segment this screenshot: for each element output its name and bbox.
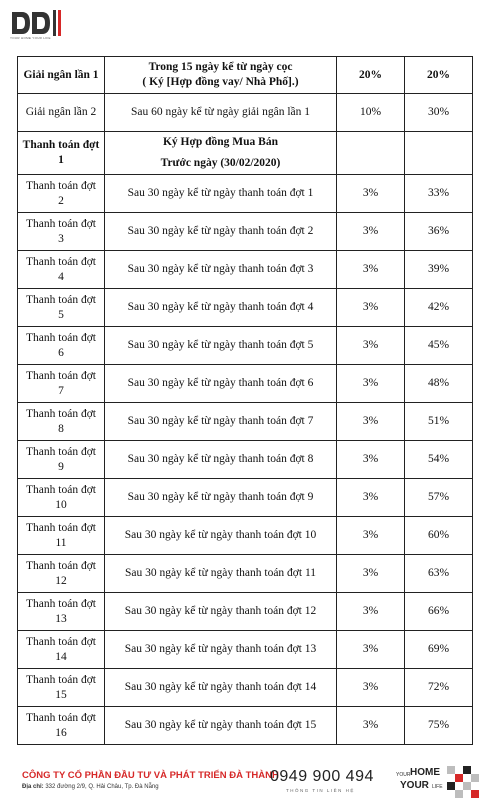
table-row [18, 593, 473, 631]
cumulative-percent-cell: 51% [405, 403, 473, 441]
table-row [18, 94, 473, 132]
table-row [18, 555, 473, 593]
table-row [18, 403, 473, 441]
description-cell [105, 707, 337, 745]
stage-cell: Giải ngân lần 1 [18, 57, 105, 94]
description-line-1: Sau 30 ngày kể từ ngày thanh toán đợt 9 [127, 491, 314, 503]
stage-cell: Giải ngân lần 2 [18, 94, 105, 132]
description-line-1: Sau 30 ngày kể từ ngày thanh toán đợt 4 [127, 301, 314, 313]
percent-cell: 3% [337, 403, 405, 441]
stage-cell: Thanh toán đợt 15 [18, 669, 105, 707]
cumulative-percent-cell: 33% [405, 175, 473, 213]
stage-cell: Thanh toán đợt 16 [18, 707, 105, 745]
cumulative-percent-cell: 63% [405, 555, 473, 593]
description-line-1: Sau 30 ngày kể từ ngày thanh toán đợt 15 [124, 719, 317, 731]
cumulative-percent-cell: 75% [405, 707, 473, 745]
description-cell [105, 479, 337, 517]
brand-your-1: YOUR [396, 772, 411, 778]
percent-cell [337, 132, 405, 175]
percent-cell: 3% [337, 365, 405, 403]
brand-life: LIFE [432, 784, 443, 790]
payment-schedule-table [17, 56, 473, 745]
description-line-1: Ký Hợp đồng Mua Bán [162, 136, 278, 148]
brand-your-2: YOUR [400, 780, 429, 791]
stage-cell: Thanh toán đợt 6 [18, 327, 105, 365]
percent-cell: 3% [337, 441, 405, 479]
percent-cell: 3% [337, 289, 405, 327]
dd-logo-icon [10, 8, 66, 38]
percent-cell: 3% [337, 707, 405, 745]
description-line-1: Sau 60 ngày kể từ ngày giải ngân lần 1 [130, 106, 310, 118]
cumulative-percent-cell: 45% [405, 327, 473, 365]
footer-phone: 0949 900 494 [270, 768, 374, 785]
stage-cell: Thanh toán đợt 9 [18, 441, 105, 479]
description-line-1: Sau 30 ngày kể từ ngày thanh toán đợt 8 [127, 453, 314, 465]
footer-company-name: CÔNG TY CỔ PHẦN ĐẦU TƯ VÀ PHÁT TRIỂN ĐÀ THÀNH [22, 770, 279, 781]
table-row [18, 213, 473, 251]
table-row [18, 289, 473, 327]
description-line-1: Sau 30 ngày kể từ ngày thanh toán đợt 5 [127, 339, 314, 351]
description-line-1: Sau 30 ngày kể từ ngày thanh toán đợt 12 [124, 605, 317, 617]
percent-cell: 3% [337, 251, 405, 289]
description-line-1: Sau 30 ngày kể từ ngày thanh toán đợt 10 [124, 529, 317, 541]
table-row [18, 631, 473, 669]
description-cell [105, 327, 337, 365]
stage-cell: Thanh toán đợt 13 [18, 593, 105, 631]
stage-cell: Thanh toán đợt 8 [18, 403, 105, 441]
table-row [18, 251, 473, 289]
cumulative-percent-cell: 39% [405, 251, 473, 289]
stage-cell: Thanh toán đợt 11 [18, 517, 105, 555]
footer-brand-slogan [396, 767, 442, 797]
table-row [18, 57, 473, 94]
description-cell [105, 517, 337, 555]
description-cell [105, 631, 337, 669]
percent-cell: 10% [337, 94, 405, 132]
description-line-2: ( Ký [Hợp đồng vay/ Nhà Phố].) [142, 76, 299, 88]
description-line-1: Sau 30 ngày kể từ ngày thanh toán đợt 14 [124, 681, 317, 693]
description-line-1: Sau 30 ngày kể từ ngày thanh toán đợt 3 [127, 263, 314, 275]
description-cell [105, 132, 337, 175]
description-cell [105, 669, 337, 707]
footer-address-label: Địa chỉ: [22, 784, 44, 790]
stage-cell: Thanh toán đợt 12 [18, 555, 105, 593]
cumulative-percent-cell: 69% [405, 631, 473, 669]
cumulative-percent-cell: 54% [405, 441, 473, 479]
description-line-1: Sau 30 ngày kể từ ngày thanh toán đợt 7 [127, 415, 314, 427]
cumulative-percent-cell [405, 132, 473, 175]
description-cell [105, 175, 337, 213]
footer-address [22, 784, 159, 790]
stage-cell: Thanh toán đợt 4 [18, 251, 105, 289]
percent-cell: 3% [337, 555, 405, 593]
cumulative-percent-cell: 66% [405, 593, 473, 631]
description-line-2: Trước ngày (30/02/2020) [160, 157, 281, 169]
table-row [18, 327, 473, 365]
description-cell [105, 555, 337, 593]
table-row [18, 441, 473, 479]
percent-cell: 3% [337, 517, 405, 555]
description-cell [105, 289, 337, 327]
cumulative-percent-cell: 57% [405, 479, 473, 517]
checker-pattern-icon [447, 766, 479, 798]
cumulative-percent-cell: 48% [405, 365, 473, 403]
footer-phone-caption: THÔNG TIN LIÊN HỆ [286, 788, 355, 793]
percent-cell: 3% [337, 593, 405, 631]
percent-cell: 3% [337, 213, 405, 251]
stage-cell: Thanh toán đợt 3 [18, 213, 105, 251]
company-logo [10, 8, 66, 48]
description-cell [105, 441, 337, 479]
description-line-1: Trong 15 ngày kể từ ngày cọc [148, 61, 293, 73]
cumulative-percent-cell: 20% [405, 57, 473, 94]
table-row [18, 175, 473, 213]
percent-cell: 3% [337, 669, 405, 707]
logo-tagline: YOUR HOME YOUR LIFE [10, 36, 51, 40]
stage-cell: Thanh toán đợt 10 [18, 479, 105, 517]
description-cell [105, 57, 337, 94]
table-row [18, 669, 473, 707]
table-row [18, 517, 473, 555]
description-cell [105, 593, 337, 631]
stage-cell: Thanh toán đợt 1 [18, 132, 105, 175]
stage-cell: Thanh toán đợt 2 [18, 175, 105, 213]
cumulative-percent-cell: 42% [405, 289, 473, 327]
description-line-1: Sau 30 ngày kể từ ngày thanh toán đợt 2 [127, 225, 314, 237]
brand-home: HOME [410, 767, 440, 778]
stage-cell: Thanh toán đợt 5 [18, 289, 105, 327]
table-row [18, 132, 473, 175]
table-row [18, 479, 473, 517]
cumulative-percent-cell: 60% [405, 517, 473, 555]
description-line-1: Sau 30 ngày kể từ ngày thanh toán đợt 11 [124, 567, 317, 579]
percent-cell: 3% [337, 631, 405, 669]
stage-cell: Thanh toán đợt 7 [18, 365, 105, 403]
percent-cell: 3% [337, 327, 405, 365]
description-cell [105, 365, 337, 403]
percent-cell: 20% [337, 57, 405, 94]
percent-cell: 3% [337, 175, 405, 213]
description-cell [105, 94, 337, 132]
percent-cell: 3% [337, 479, 405, 517]
cumulative-percent-cell: 36% [405, 213, 473, 251]
description-line-1: Sau 30 ngày kể từ ngày thanh toán đợt 1 [127, 187, 314, 199]
description-cell [105, 251, 337, 289]
description-cell [105, 403, 337, 441]
footer-address-text: 332 đường 2/9, Q. Hải Châu, Tp. Đà Nẵng [45, 784, 159, 790]
cumulative-percent-cell: 72% [405, 669, 473, 707]
description-line-1: Sau 30 ngày kể từ ngày thanh toán đợt 13 [124, 643, 317, 655]
table-row [18, 707, 473, 745]
description-line-1: Sau 30 ngày kể từ ngày thanh toán đợt 6 [127, 377, 314, 389]
table-row [18, 365, 473, 403]
stage-cell: Thanh toán đợt 14 [18, 631, 105, 669]
cumulative-percent-cell: 30% [405, 94, 473, 132]
description-cell [105, 213, 337, 251]
page-footer [0, 764, 479, 800]
